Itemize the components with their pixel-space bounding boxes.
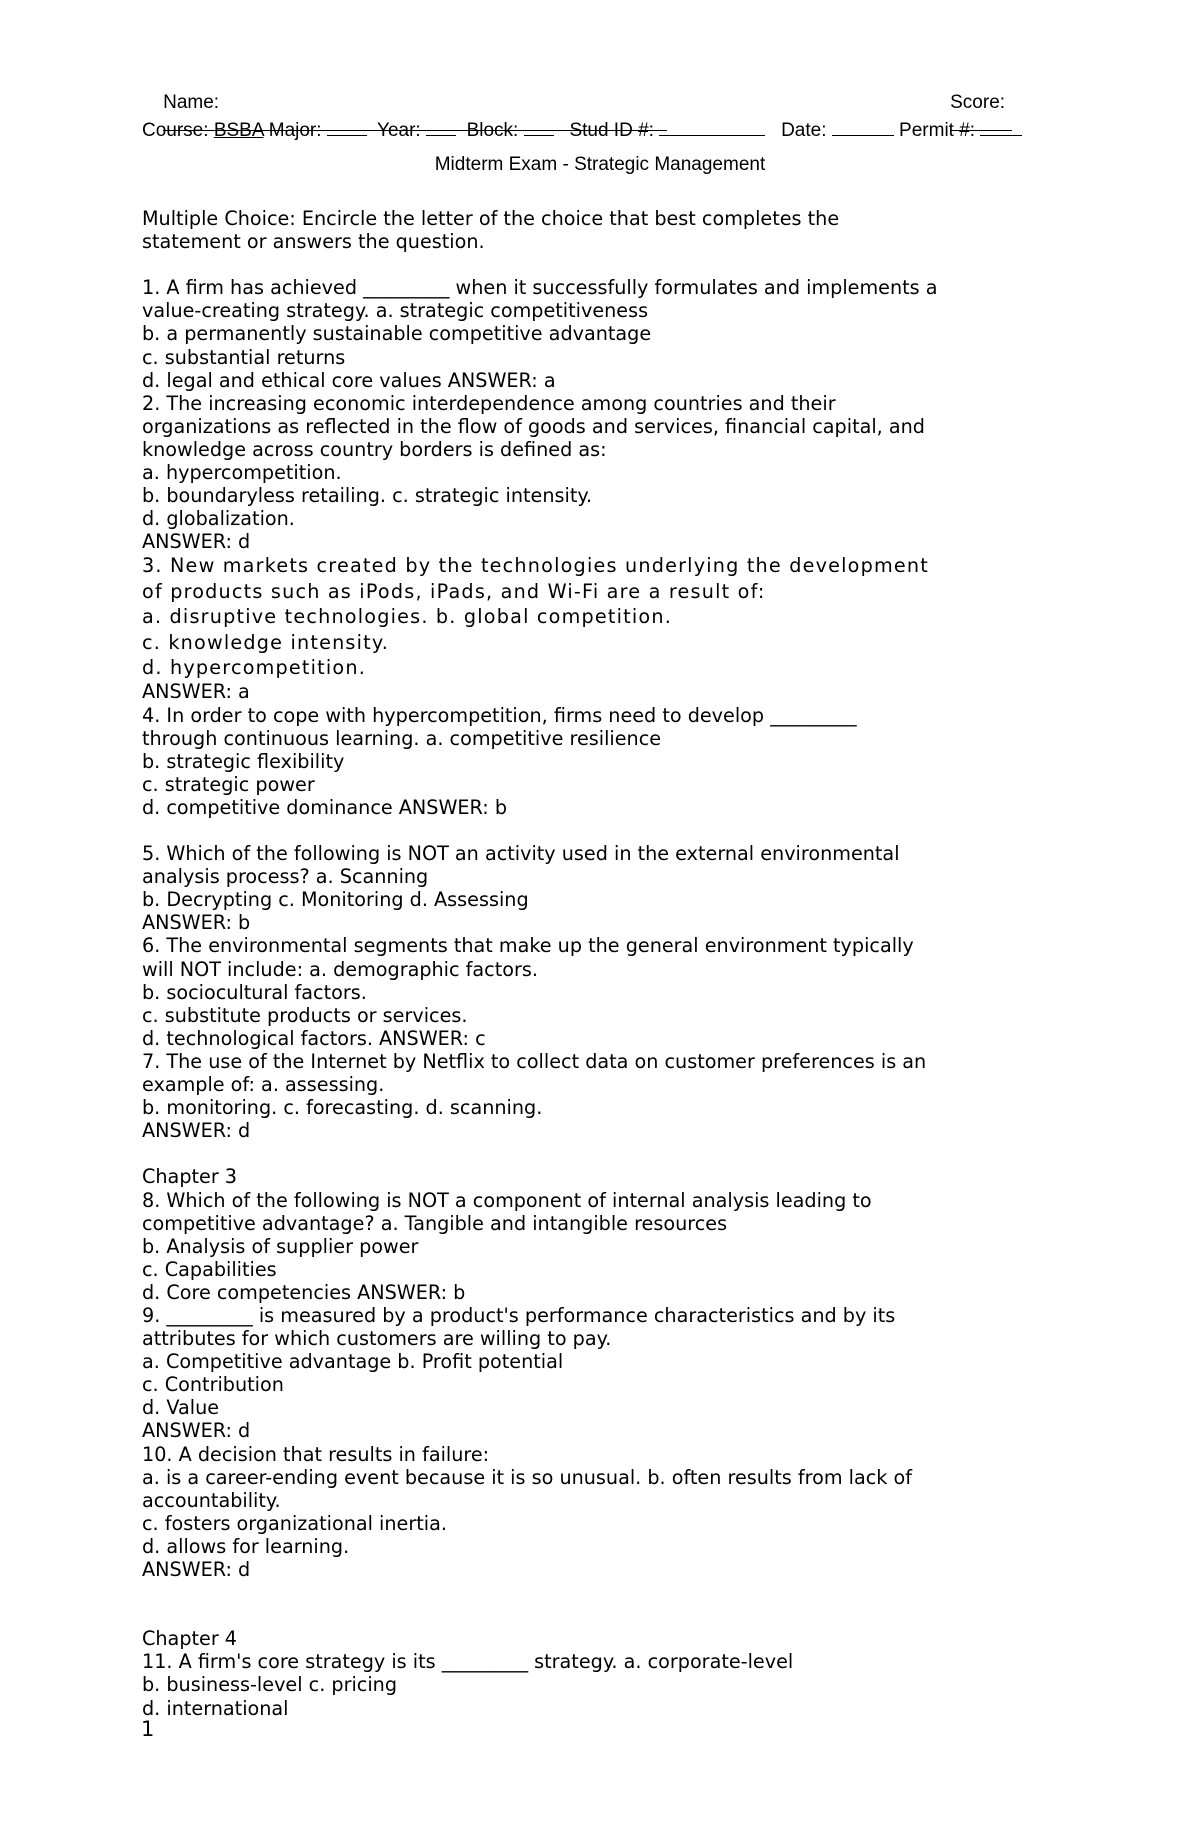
text-line: d. globalization. <box>142 507 295 531</box>
text-line: Multiple Choice: Encircle the letter of the choice that best completes the <box>142 207 840 230</box>
info-line <box>142 119 1022 142</box>
text-line: 7. The use of the Internet by Netflix to collect data on customer preferences is an <box>142 1049 927 1073</box>
text-line: statement or answers the question. <box>142 230 485 254</box>
year-label: Year: <box>377 120 421 141</box>
text-line: 9. _________ is measured by a product's performance characteristics and by its <box>142 1303 896 1327</box>
text-line: ANSWER: d <box>142 530 251 554</box>
blank-line <box>142 819 1082 842</box>
text-line: c. knowledge intensity. <box>142 630 389 654</box>
page-title: Midterm Exam - Strategic Management <box>434 154 766 175</box>
text-line: ANSWER: d <box>142 1119 251 1143</box>
text-line: accountability. <box>142 1488 281 1512</box>
text-line: 1. A firm has achieved _________ when it successfully formulates and implements a <box>142 276 938 300</box>
text-line: 10. A decision that results in failure: <box>142 1442 490 1466</box>
text-line: through continuous learning. a. competitive resilience <box>142 726 662 750</box>
text-line: c. fosters organizational inertia. <box>142 1511 447 1535</box>
date-blank[interactable] <box>832 119 894 136</box>
text-line: a. Competitive advantage b. Profit potential <box>142 1350 564 1374</box>
text-line: 6. The environmental segments that make up the general environment typically <box>142 934 914 958</box>
text-line: b. Decrypting c. Monitoring d. Assessing <box>142 888 529 912</box>
text-line: organizations as reflected in the flow of goods and services, financial capital, and <box>142 414 925 438</box>
text-line: a. hypercompetition. <box>142 461 342 485</box>
permit-blank[interactable] <box>980 119 1022 136</box>
exam-body <box>142 207 1082 1720</box>
text-line: b. strategic flexibility <box>142 749 345 773</box>
studid-blank[interactable] <box>659 119 765 136</box>
blank-line <box>142 253 1082 276</box>
text-line: a. disruptive technologies. b. global competition. <box>142 605 672 629</box>
text-line: a. is a career-ending event because it is so unusual. b. often results from lack of <box>142 1465 912 1489</box>
text-line: ANSWER: b <box>142 911 251 935</box>
text-line: example of: a. assessing. <box>142 1073 385 1097</box>
text-line: will NOT include: a. demographic factors. <box>142 957 538 981</box>
text-line: b. monitoring. c. forecasting. d. scanning. <box>142 1096 543 1120</box>
text-line: ANSWER: d <box>142 1419 251 1443</box>
permit-label: Permit #: <box>899 120 976 141</box>
course-value: BSBA <box>213 120 264 141</box>
studid-label: Stud ID #: <box>569 120 654 141</box>
text-line: c. strategic power <box>142 772 315 796</box>
text-line: value-creating strategy. a. strategic competitiveness <box>142 299 649 323</box>
text-line: d. competitive dominance ANSWER: b <box>142 795 508 819</box>
text-line: b. boundaryless retailing. c. strategic intensity. <box>142 484 593 508</box>
text-line: d. allows for learning. <box>142 1534 350 1558</box>
text-line: ANSWER: a <box>142 680 250 704</box>
score-line <box>929 70 1012 159</box>
name-line <box>142 70 667 159</box>
blank-line <box>142 1142 1082 1165</box>
text-line: Chapter 4 <box>142 1627 238 1651</box>
text-line: knowledge across country borders is defined as: <box>142 437 607 461</box>
text-line: 4. In order to cope with hypercompetition, firms need to develop _________ <box>142 703 857 727</box>
blank-line <box>142 1581 1082 1604</box>
text-line: analysis process? a. Scanning <box>142 865 429 889</box>
text-line: b. Analysis of supplier power <box>142 1234 419 1258</box>
text-line: d. Core competencies ANSWER: b <box>142 1280 466 1304</box>
text-line: b. sociocultural factors. <box>142 980 367 1004</box>
score-label: Score: <box>950 92 1006 113</box>
major-blank[interactable] <box>327 119 367 136</box>
text-line: d. Value <box>142 1396 220 1420</box>
text-line: c. Capabilities <box>142 1257 277 1281</box>
text-line: 8. Which of the following is NOT a component of internal analysis leading to <box>142 1188 872 1212</box>
year-blank[interactable] <box>426 119 456 136</box>
text-line: c. Contribution <box>142 1373 284 1397</box>
course-label: Course: <box>142 120 209 141</box>
blank-line <box>142 1604 1082 1627</box>
text-line: d. technological factors. ANSWER: c <box>142 1026 486 1050</box>
text-line: attributes for which customers are willing to pay. <box>142 1327 612 1351</box>
page-number: 1 <box>141 1717 155 1741</box>
block-blank[interactable] <box>524 119 554 136</box>
text-line: competitive advantage? a. Tangible and intangible resources <box>142 1211 728 1235</box>
text-line: 3. New markets created by the technologies underlying the development <box>142 554 929 578</box>
text-line: 2. The increasing economic interdependence among countries and their <box>142 391 836 415</box>
text-line: 5. Which of the following is NOT an activity used in the external environmental <box>142 842 900 866</box>
text-line: b. a permanently sustainable competitive advantage <box>142 322 652 346</box>
text-line: d. international <box>142 1696 289 1720</box>
major-label: Major: <box>268 120 322 141</box>
text-line: ANSWER: d <box>142 1558 251 1581</box>
text-line: d. legal and ethical core values ANSWER: a <box>142 368 556 392</box>
text-line: Chapter 3 <box>142 1165 238 1189</box>
text-line: b. business-level c. pricing <box>142 1673 398 1697</box>
text-line: of products such as iPods, iPads, and Wi-Fi are a result of: <box>142 579 766 603</box>
text-line: d. hypercompetition. <box>142 656 367 680</box>
block-label: Block: <box>466 120 519 141</box>
text-line: c. substitute products or services. <box>142 1003 468 1027</box>
text-line: 11. A firm's core strategy is its _________ strategy. a. corporate-level <box>142 1650 794 1674</box>
date-label: Date: <box>781 120 827 141</box>
name-label: Name: <box>163 92 220 113</box>
text-line: c. substantial returns <box>142 345 346 369</box>
